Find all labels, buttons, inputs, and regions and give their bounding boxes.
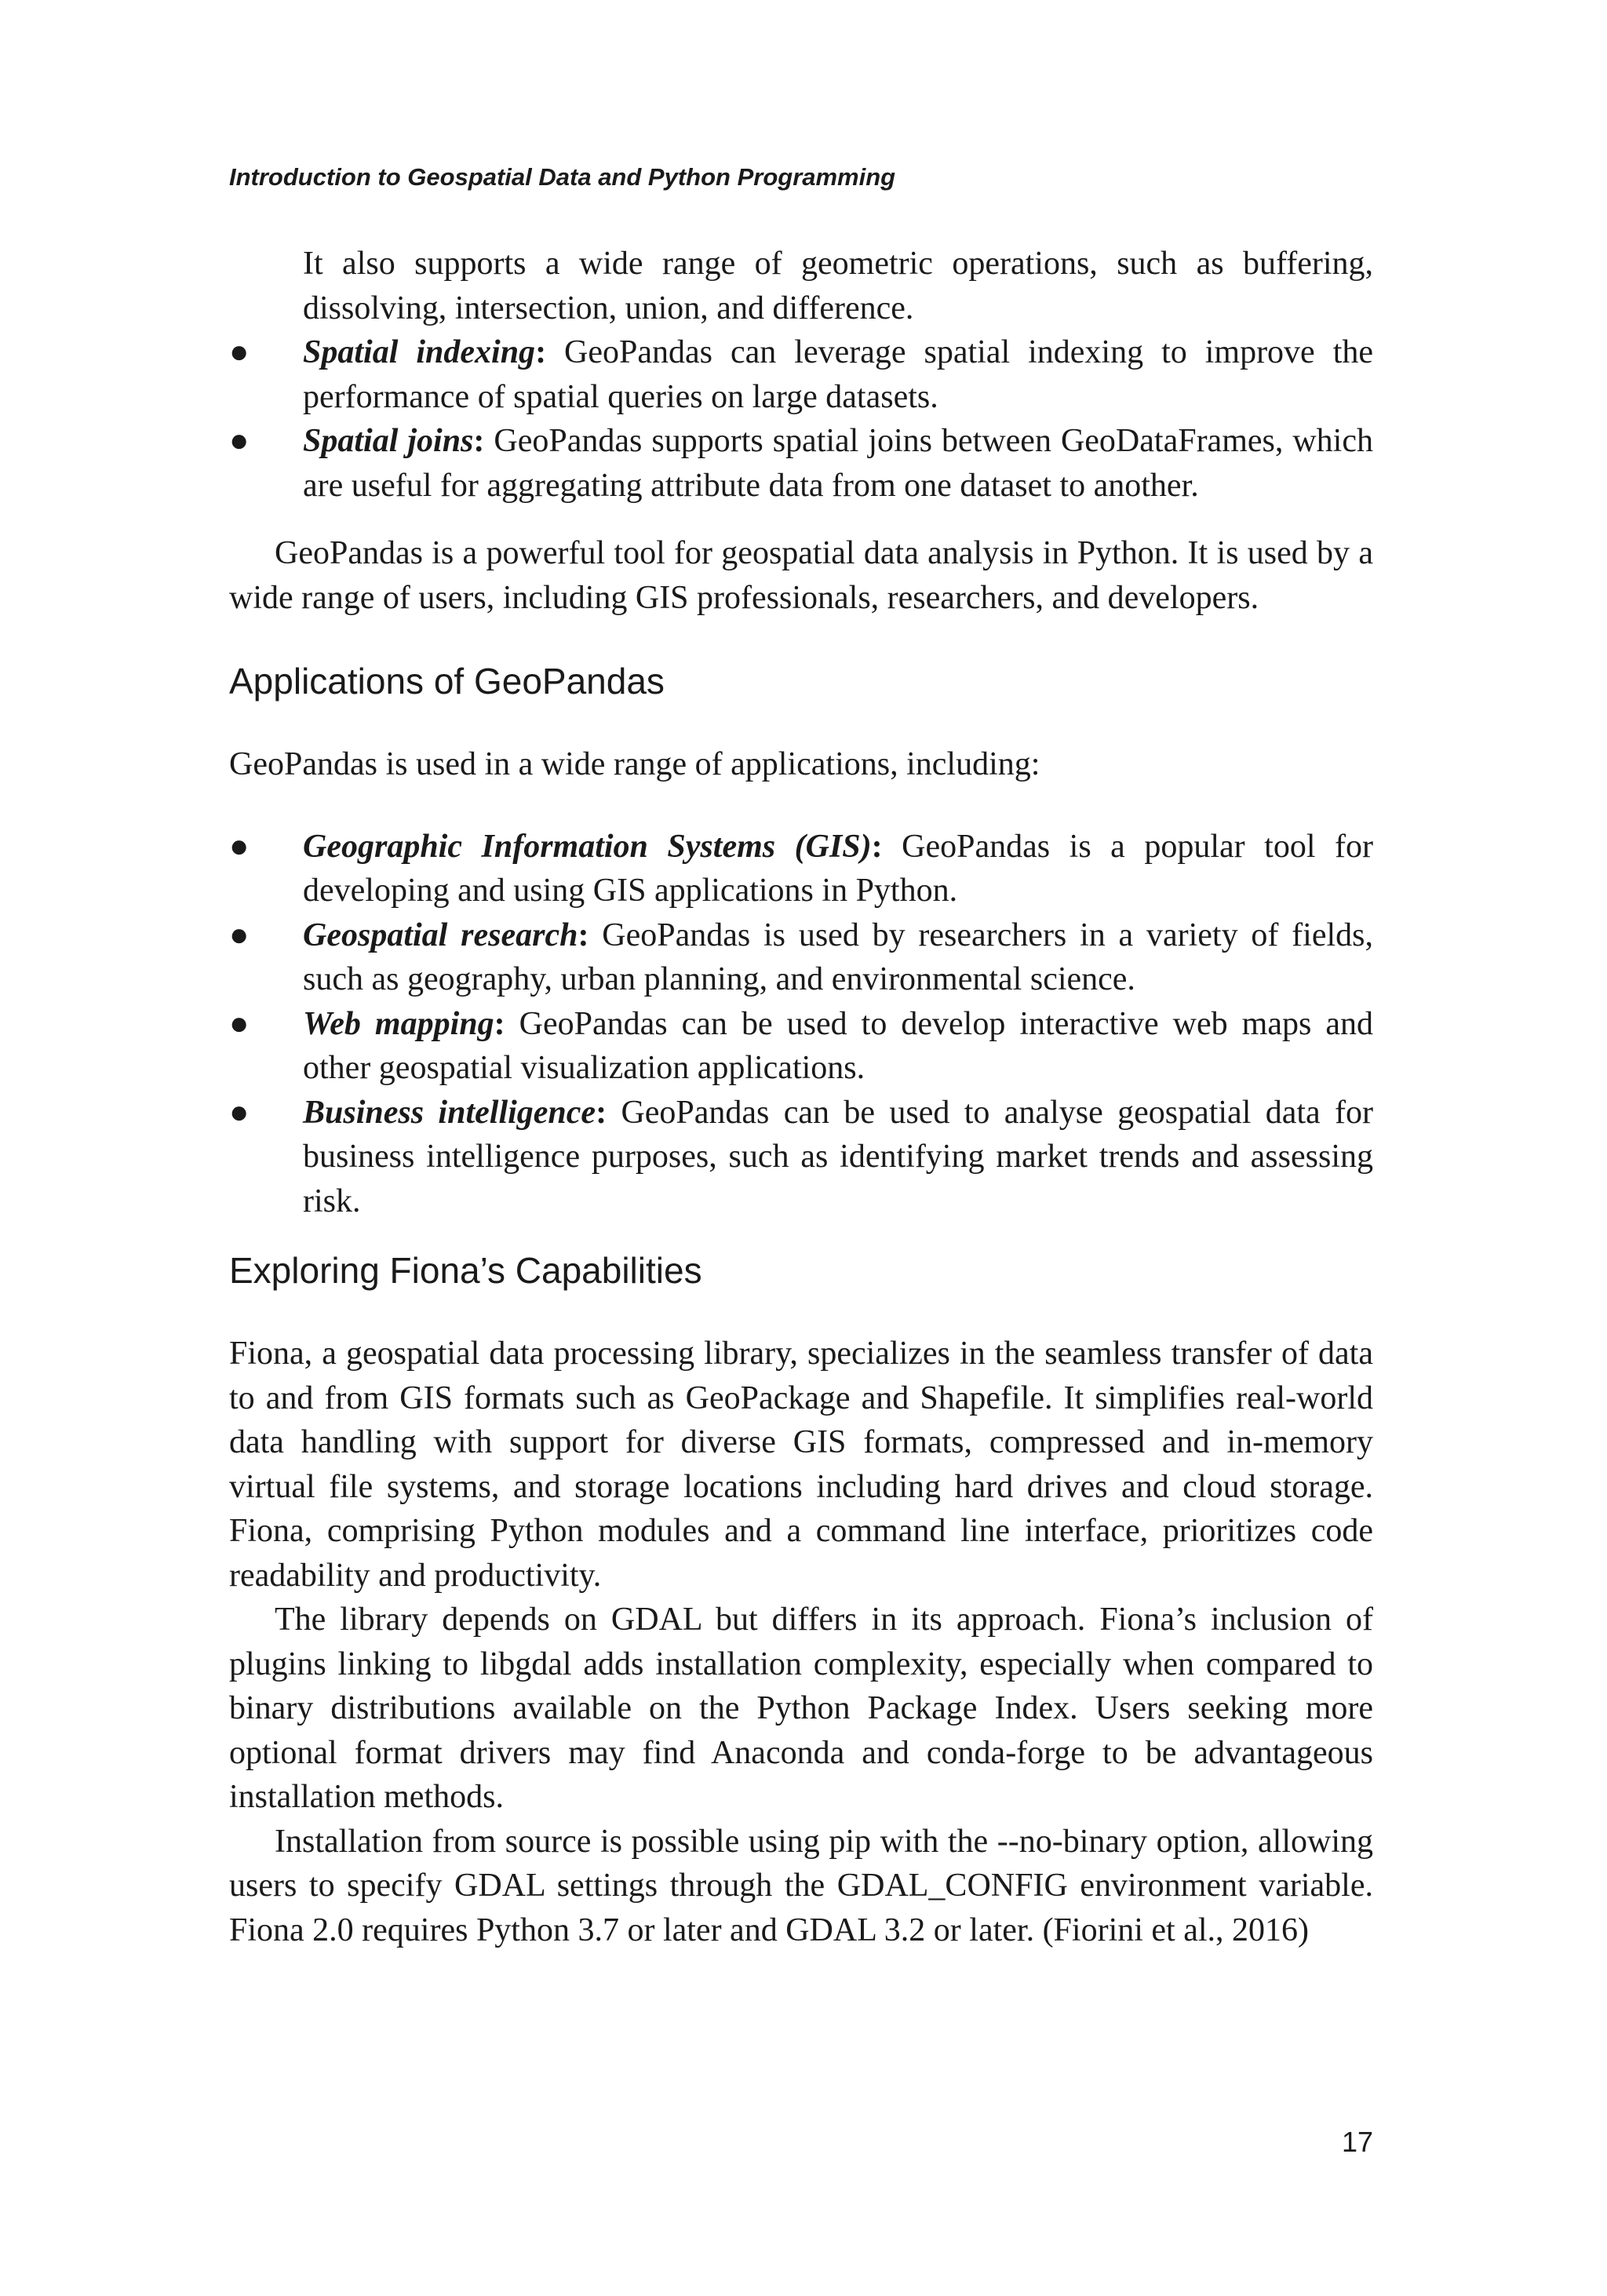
spacer: [229, 787, 1373, 825]
fiona-paragraph: The library depends on GDAL but differs in its approach. Fiona’s inclusion of plugins linking to libgdal adds installation complexity, especially when compared to binary distributions available on the Python Package Index. Users seeking more optional format drivers may find Anaconda and conda-forge to be advantageous installation methods.: [229, 1602, 1373, 1815]
application-term: Geospatial research: [303, 917, 578, 953]
list-item: [229, 330, 1373, 419]
bullet-icon: ●: [229, 1094, 250, 1131]
bullet-icon: ●: [229, 917, 250, 953]
bullet-icon: ●: [229, 423, 250, 459]
application-term: Geographic Information Systems (GIS): [303, 828, 872, 865]
section-heading-applications: Applications of GeoPandas: [229, 661, 665, 702]
list-item: [229, 1002, 1373, 1091]
spacer: [229, 1294, 1373, 1332]
running-head: Introduction to Geospatial Data and Python Programming: [229, 163, 896, 191]
list-item: [229, 1091, 1373, 1224]
summary-paragraph: GeoPandas is a powerful tool for geospatial data analysis in Python. It is used by a wide range of users, including GIS professionals, researchers, and developers.: [229, 535, 1373, 616]
term-colon: :: [596, 1094, 607, 1131]
application-text: GeoPandas is a popular tool for developing and using GIS applications in Python.: [303, 828, 1373, 909]
feature-text: GeoPandas can leverage spatial indexing to improve the performance of spatial queries on large datasets.: [303, 334, 1374, 415]
application-text: GeoPandas can be used to analyse geospatial data for business intelligence purposes, such as identifying market trends and assessing risk.: [303, 1094, 1374, 1219]
feature-text: GeoPandas supports spatial joins between GeoDataFrames, which are useful for aggregating attribute data from one dataset to another.: [303, 423, 1373, 504]
features-list: [229, 330, 1373, 508]
spacer: [229, 620, 1373, 658]
fiona-paragraph: Installation from source is possible using pip with the --no-binary option, allowing users to specify GDAL settings through the GDAL_CONFIG environment variable. Fiona 2.0 requires Python 3.7 or later and GDAL 3.2 or later. (Fiorini et al., 2016): [229, 1823, 1373, 1948]
spacer: [229, 705, 1373, 742]
term-colon: :: [535, 334, 547, 370]
spacer: [229, 508, 1373, 531]
continuation-text: It also supports a wide range of geometric operations, such as buffering, dissolving, intersection, union, and difference.: [303, 246, 1373, 326]
application-term: Web mapping: [303, 1005, 494, 1042]
term-colon: :: [578, 917, 589, 953]
application-text: GeoPandas can be used to develop interactive web maps and other geospatial visualization applications.: [303, 1005, 1373, 1086]
feature-term: Spatial indexing: [303, 334, 536, 370]
bullet-icon: ●: [229, 1005, 250, 1042]
fiona-paragraph: Fiona, a geospatial data processing library, specializes in the seamless transfer of data to and from GIS formats such as GeoPackage and Shapefile. It simplifies real-world data handling with support for diverse GIS formats, compressed and in-memory virtual file systems, and storage locations including hard drives and cloud storage. Fiona, comprising Python modules and a command line interface, prioritizes code readability and productivity.: [229, 1336, 1373, 1594]
applications-intro: GeoPandas is used in a wide range of applications, including:: [229, 746, 1040, 782]
list-item: [229, 913, 1373, 1002]
list-item: [229, 825, 1373, 913]
term-colon: :: [494, 1005, 505, 1042]
application-text: GeoPandas is used by researchers in a variety of fields, such as geography, urban planning, and environmental science.: [303, 917, 1373, 997]
page-body: [229, 242, 1373, 1952]
application-term: Business intelligence: [303, 1094, 596, 1131]
page-number: 17: [1341, 2126, 1373, 2158]
applications-list: [229, 825, 1373, 1224]
list-item: [229, 419, 1373, 508]
feature-term: Spatial joins: [303, 423, 474, 459]
term-colon: :: [871, 828, 883, 865]
spacer: [229, 1223, 1373, 1247]
bullet-icon: ●: [229, 334, 250, 370]
bullet-icon: ●: [229, 828, 250, 865]
term-colon: :: [473, 423, 485, 459]
section-heading-fiona: Exploring Fiona’s Capabilities: [229, 1250, 702, 1291]
